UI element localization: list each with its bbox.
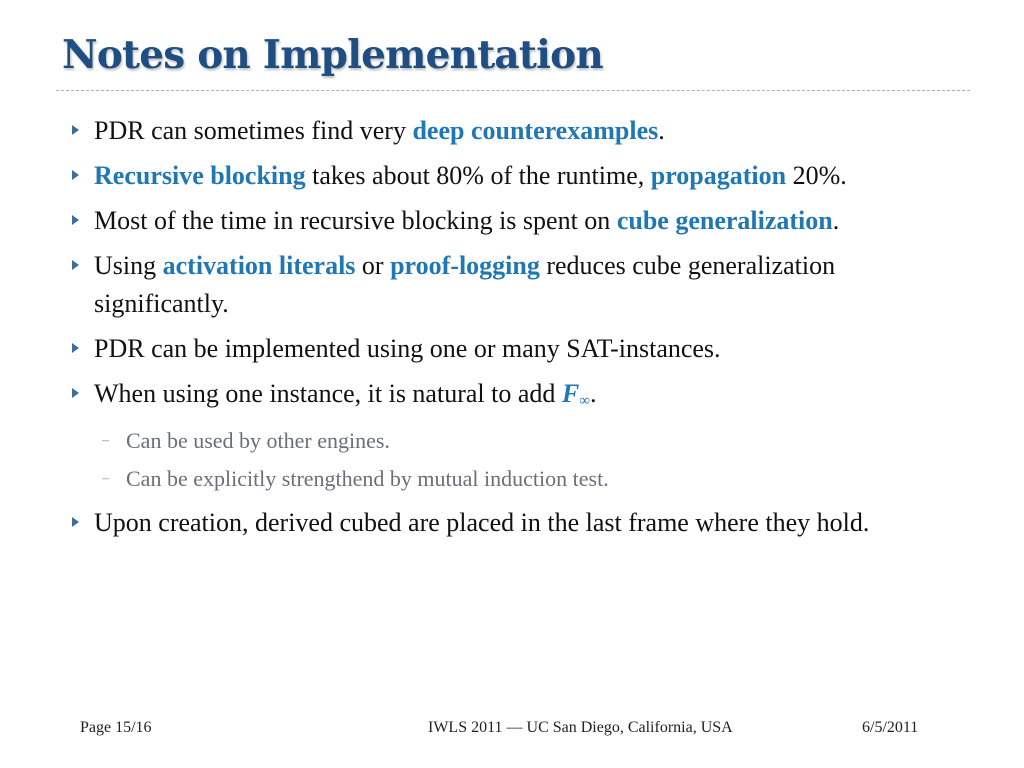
footer-page-number: Page 15/16	[80, 719, 152, 736]
bullet-arrow-icon	[72, 260, 79, 270]
bullet-arrow-icon	[72, 343, 79, 353]
bullet-arrow-icon	[72, 517, 79, 527]
highlight-term: cube generalization	[616, 206, 833, 235]
bullet-item	[70, 202, 960, 240]
f-infinity-symbol	[562, 379, 590, 408]
bullet-item	[70, 157, 960, 195]
bullet-text: 20%.	[786, 161, 847, 190]
highlight-term: Recursive blocking	[94, 161, 306, 190]
bullet-arrow-icon	[72, 170, 79, 180]
sub-bullet-text: Can be explicitly strengthend by mutual induction test.	[126, 466, 609, 491]
bullet-arrow-icon	[72, 125, 79, 135]
dash-marker: –	[102, 471, 109, 486]
footer-date: 6/5/2011	[862, 719, 919, 736]
bullet-text: .	[832, 206, 840, 235]
bullet-text: or	[355, 251, 391, 280]
footer-venue: IWLS 2011 — UC San Diego, California, USA	[428, 719, 733, 736]
bullet-item	[70, 112, 960, 150]
highlight-term: deep counterexamples	[412, 116, 659, 145]
bullet-text: Most of the time in recursive blocking is spent on	[94, 206, 617, 235]
bullet-text: PDR can be implemented using one or many SAT-instances.	[94, 334, 721, 363]
dash-marker: –	[102, 433, 109, 448]
sub-bullet-list	[70, 422, 960, 498]
bullet-text: When using one instance, it is natural to add	[94, 379, 562, 408]
bullet-text: takes about 80% of the runtime,	[305, 161, 651, 190]
sub-bullet-item	[70, 422, 960, 460]
bullet-item	[70, 375, 960, 420]
bullet-item	[70, 330, 960, 368]
bullet-text: PDR can sometimes find very	[94, 116, 413, 145]
sub-bullet-text: Can be used by other engines.	[126, 428, 390, 453]
bullet-text: reduces cube generalization significantly.	[94, 251, 836, 318]
bullet-arrow-icon	[72, 388, 79, 398]
sub-bullet-item	[70, 460, 960, 498]
title-divider	[56, 90, 970, 91]
infinity-subscript: ∞	[579, 393, 590, 409]
highlight-term: proof-logging	[390, 251, 540, 280]
highlight-term: activation literals	[162, 251, 356, 280]
bullet-text: Using	[94, 251, 163, 280]
slide-title: Notes on Implementation	[62, 32, 603, 78]
bullet-item	[70, 504, 960, 542]
bullet-text: Upon creation, derived cubed are placed in the last frame where they hold.	[94, 508, 870, 537]
bullet-list	[70, 112, 960, 549]
bullet-item	[70, 247, 960, 323]
bullet-text: .	[658, 116, 665, 145]
f-letter: F	[561, 379, 580, 408]
highlight-term: propagation	[650, 161, 787, 190]
bullet-text: .	[589, 379, 597, 408]
bullet-arrow-icon	[72, 215, 79, 225]
